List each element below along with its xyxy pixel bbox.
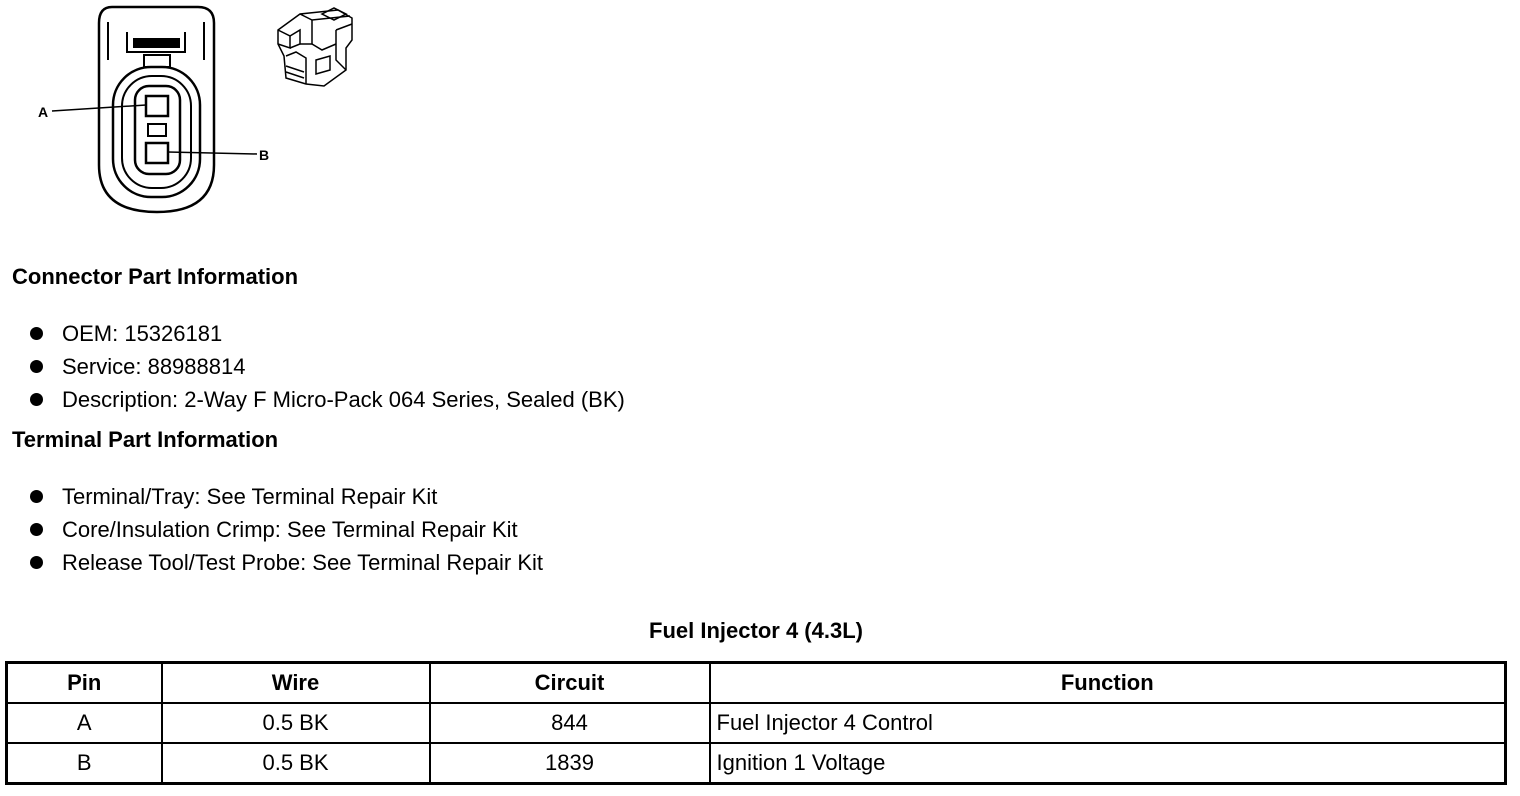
list-item — [30, 317, 625, 350]
crimp-text: Core/Insulation Crimp: See Terminal Repair Kit — [62, 517, 518, 542]
bullet-icon — [30, 393, 43, 406]
connector-face-drawing — [0, 0, 380, 225]
pin-label-a: A — [38, 104, 49, 120]
list-item — [30, 546, 543, 579]
terminal-part-heading: Terminal Part Information — [12, 427, 279, 452]
cell-pin: A — [7, 703, 162, 743]
terminal-part-list — [30, 480, 543, 579]
bullet-icon — [30, 360, 43, 373]
table-header-row — [7, 663, 1506, 704]
bullet-icon — [30, 523, 43, 536]
cell-function: Ignition 1 Voltage — [710, 743, 1506, 784]
service-part-text: Service: 88988814 — [62, 354, 246, 379]
connector-part-list — [30, 317, 625, 416]
bullet-icon — [30, 556, 43, 569]
connector-part-heading: Connector Part Information — [12, 264, 299, 289]
bullet-icon — [30, 490, 43, 503]
table-title: Fuel Injector 4 (4.3L) — [649, 618, 863, 643]
list-item — [30, 513, 543, 546]
column-header-function: Function — [710, 663, 1506, 704]
table-row — [7, 703, 1506, 743]
connector-housing — [99, 7, 214, 212]
column-header-wire: Wire — [162, 663, 430, 704]
cavity-b — [146, 143, 168, 163]
list-item — [30, 383, 625, 416]
column-header-circuit: Circuit — [430, 663, 710, 704]
connector-diagram — [0, 0, 380, 225]
list-item — [30, 350, 625, 383]
cell-function: Fuel Injector 4 Control — [710, 703, 1506, 743]
list-item — [30, 480, 543, 513]
cell-circuit: 1839 — [430, 743, 710, 784]
pinout-table — [5, 661, 1507, 785]
description-text: Description: 2-Way F Micro-Pack 064 Series, Sealed (BK) — [62, 387, 625, 412]
cell-circuit: 844 — [430, 703, 710, 743]
column-header-pin: Pin — [7, 663, 162, 704]
pin-label-b: B — [259, 147, 270, 163]
cell-wire: 0.5 BK — [162, 743, 430, 784]
terminal-tray-text: Terminal/Tray: See Terminal Repair Kit — [62, 484, 438, 509]
release-tool-text: Release Tool/Test Probe: See Terminal Repair Kit — [62, 550, 543, 575]
cell-pin: B — [7, 743, 162, 784]
oem-part-text: OEM: 15326181 — [62, 321, 223, 346]
cavity-a — [146, 96, 168, 116]
connector-thumbnail — [278, 8, 352, 86]
bullet-icon — [30, 327, 43, 340]
cell-wire: 0.5 BK — [162, 703, 430, 743]
table-row — [7, 743, 1506, 784]
